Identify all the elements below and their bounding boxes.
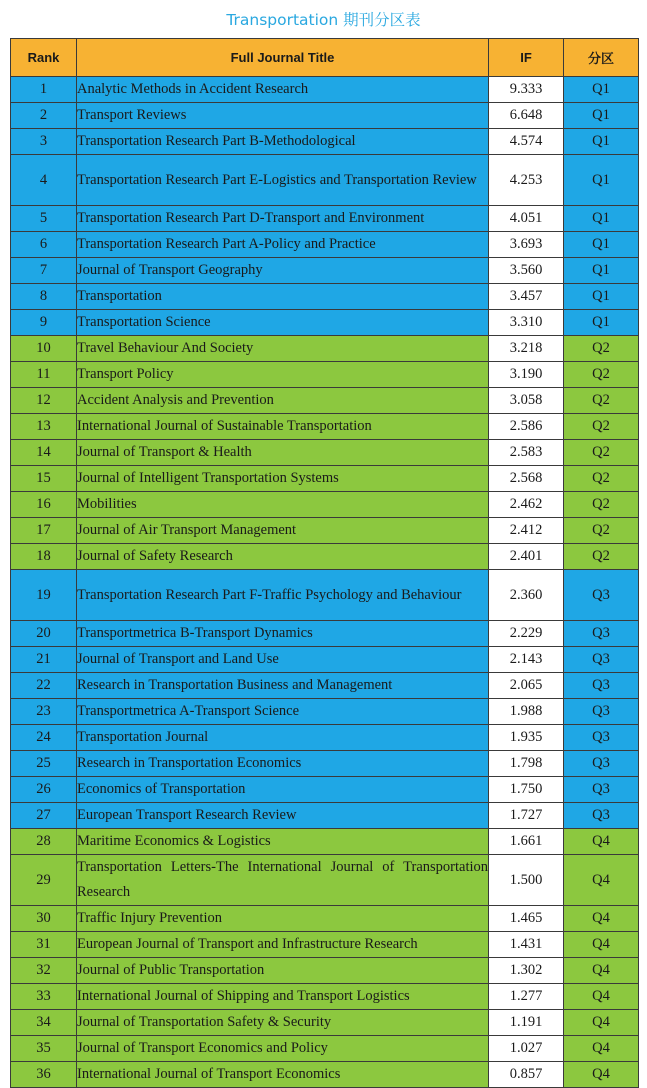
quartile-cell: Q3 bbox=[564, 621, 639, 647]
rank-cell: 27 bbox=[11, 803, 77, 829]
journal-title-cell: Journal of Transport & Health bbox=[77, 440, 489, 466]
journal-title-cell: International Journal of Transport Economics bbox=[77, 1062, 489, 1088]
table-row bbox=[11, 855, 639, 906]
table-row bbox=[11, 751, 639, 777]
quartile-cell: Q4 bbox=[564, 1010, 639, 1036]
table-row bbox=[11, 440, 639, 466]
rank-cell: 16 bbox=[11, 492, 77, 518]
quartile-cell: Q3 bbox=[564, 699, 639, 725]
journal-title-cell: International Journal of Sustainable Transportation bbox=[77, 414, 489, 440]
journal-title-cell: European Transport Research Review bbox=[77, 803, 489, 829]
rank-cell: 30 bbox=[11, 906, 77, 932]
impact-factor-cell: 1.027 bbox=[489, 1036, 564, 1062]
quartile-cell: Q3 bbox=[564, 803, 639, 829]
impact-factor-cell: 4.574 bbox=[489, 129, 564, 155]
journal-title-cell: Journal of Transportation Safety & Security bbox=[77, 1010, 489, 1036]
journal-title-cell: Transportation Journal bbox=[77, 725, 489, 751]
rank-cell: 34 bbox=[11, 1010, 77, 1036]
impact-factor-cell: 1.277 bbox=[489, 984, 564, 1010]
quartile-cell: Q3 bbox=[564, 647, 639, 673]
impact-factor-cell: 1.988 bbox=[489, 699, 564, 725]
quartile-cell: Q1 bbox=[564, 129, 639, 155]
table-row bbox=[11, 310, 639, 336]
quartile-cell: Q4 bbox=[564, 906, 639, 932]
quartile-cell: Q3 bbox=[564, 673, 639, 699]
quartile-cell: Q4 bbox=[564, 932, 639, 958]
table-row bbox=[11, 725, 639, 751]
rank-cell: 14 bbox=[11, 440, 77, 466]
impact-factor-cell: 2.412 bbox=[489, 518, 564, 544]
impact-factor-cell: 1.302 bbox=[489, 958, 564, 984]
rank-cell: 26 bbox=[11, 777, 77, 803]
quartile-cell: Q2 bbox=[564, 414, 639, 440]
column-header-quartile[interactable]: 分区 bbox=[564, 39, 639, 77]
table-row bbox=[11, 129, 639, 155]
quartile-cell: Q4 bbox=[564, 855, 639, 906]
quartile-cell: Q2 bbox=[564, 388, 639, 414]
quartile-cell: Q4 bbox=[564, 1036, 639, 1062]
journal-title-cell: Transportation Research Part A-Policy and Practice bbox=[77, 232, 489, 258]
journal-title-cell: Transportmetrica A-Transport Science bbox=[77, 699, 489, 725]
rank-cell: 8 bbox=[11, 284, 77, 310]
table-row bbox=[11, 388, 639, 414]
quartile-cell: Q2 bbox=[564, 544, 639, 570]
table-row bbox=[11, 1036, 639, 1062]
rank-cell: 5 bbox=[11, 206, 77, 232]
journal-title-cell: Mobilities bbox=[77, 492, 489, 518]
quartile-cell: Q3 bbox=[564, 570, 639, 621]
journal-title-cell: Journal of Intelligent Transportation Systems bbox=[77, 466, 489, 492]
quartile-cell: Q1 bbox=[564, 310, 639, 336]
journal-title-cell: Research in Transportation Economics bbox=[77, 751, 489, 777]
rank-cell: 10 bbox=[11, 336, 77, 362]
table-row bbox=[11, 1062, 639, 1088]
table-row bbox=[11, 699, 639, 725]
table-row bbox=[11, 906, 639, 932]
table-row bbox=[11, 155, 639, 206]
impact-factor-cell: 1.935 bbox=[489, 725, 564, 751]
page-title: Transportation 期刊分区表 bbox=[226, 11, 421, 29]
impact-factor-cell: 4.051 bbox=[489, 206, 564, 232]
rank-cell: 18 bbox=[11, 544, 77, 570]
impact-factor-cell: 3.310 bbox=[489, 310, 564, 336]
journal-title-cell: Transportmetrica B-Transport Dynamics bbox=[77, 621, 489, 647]
rank-cell: 20 bbox=[11, 621, 77, 647]
table-row bbox=[11, 673, 639, 699]
table-row bbox=[11, 829, 639, 855]
journal-title-cell: Transportation Letters-The International Journal of Transportation Research bbox=[77, 855, 489, 906]
impact-factor-cell: 3.190 bbox=[489, 362, 564, 388]
rank-cell: 7 bbox=[11, 258, 77, 284]
journal-title-cell: Journal of Transport and Land Use bbox=[77, 647, 489, 673]
table-row bbox=[11, 803, 639, 829]
impact-factor-cell: 1.500 bbox=[489, 855, 564, 906]
quartile-cell: Q3 bbox=[564, 725, 639, 751]
journal-title-cell: Transportation Research Part B-Methodological bbox=[77, 129, 489, 155]
journal-title-cell: European Journal of Transport and Infrastructure Research bbox=[77, 932, 489, 958]
rank-cell: 35 bbox=[11, 1036, 77, 1062]
table-row bbox=[11, 492, 639, 518]
table-row bbox=[11, 466, 639, 492]
rank-cell: 23 bbox=[11, 699, 77, 725]
column-header-title[interactable]: Full Journal Title bbox=[77, 39, 489, 77]
rank-cell: 24 bbox=[11, 725, 77, 751]
impact-factor-cell: 2.586 bbox=[489, 414, 564, 440]
journal-title-cell: Transportation Science bbox=[77, 310, 489, 336]
quartile-cell: Q2 bbox=[564, 466, 639, 492]
rank-cell: 29 bbox=[11, 855, 77, 906]
impact-factor-cell: 2.065 bbox=[489, 673, 564, 699]
quartile-cell: Q1 bbox=[564, 206, 639, 232]
impact-factor-cell: 2.360 bbox=[489, 570, 564, 621]
rank-cell: 31 bbox=[11, 932, 77, 958]
rank-cell: 15 bbox=[11, 466, 77, 492]
rank-cell: 6 bbox=[11, 232, 77, 258]
table-row bbox=[11, 984, 639, 1010]
impact-factor-cell: 2.583 bbox=[489, 440, 564, 466]
rank-cell: 1 bbox=[11, 77, 77, 103]
table-row bbox=[11, 336, 639, 362]
table-row bbox=[11, 958, 639, 984]
impact-factor-cell: 1.798 bbox=[489, 751, 564, 777]
table-header-row bbox=[11, 39, 639, 77]
table-row bbox=[11, 932, 639, 958]
quartile-cell: Q2 bbox=[564, 518, 639, 544]
impact-factor-cell: 2.401 bbox=[489, 544, 564, 570]
table-row bbox=[11, 1010, 639, 1036]
quartile-cell: Q4 bbox=[564, 984, 639, 1010]
column-header-rank[interactable]: Rank bbox=[11, 39, 77, 77]
journal-title-cell: Transportation Research Part D-Transport and Environment bbox=[77, 206, 489, 232]
quartile-cell: Q1 bbox=[564, 284, 639, 310]
journal-title-cell: Transportation Research Part E-Logistics and Transportation Review bbox=[77, 155, 489, 206]
journal-title-cell: Transport Policy bbox=[77, 362, 489, 388]
quartile-cell: Q2 bbox=[564, 492, 639, 518]
impact-factor-cell: 2.229 bbox=[489, 621, 564, 647]
journal-title-cell: Economics of Transportation bbox=[77, 777, 489, 803]
rank-cell: 33 bbox=[11, 984, 77, 1010]
table-row bbox=[11, 258, 639, 284]
journal-title-cell: Journal of Transport Geography bbox=[77, 258, 489, 284]
table-row bbox=[11, 544, 639, 570]
table-row bbox=[11, 621, 639, 647]
rank-cell: 32 bbox=[11, 958, 77, 984]
impact-factor-cell: 2.462 bbox=[489, 492, 564, 518]
impact-factor-cell: 1.727 bbox=[489, 803, 564, 829]
rank-cell: 11 bbox=[11, 362, 77, 388]
journal-title-cell: Transportation Research Part F-Traffic Psychology and Behaviour bbox=[77, 570, 489, 621]
impact-factor-cell: 3.457 bbox=[489, 284, 564, 310]
table-row bbox=[11, 414, 639, 440]
journal-title-cell: Traffic Injury Prevention bbox=[77, 906, 489, 932]
quartile-cell: Q4 bbox=[564, 1062, 639, 1088]
journal-title-cell: Journal of Safety Research bbox=[77, 544, 489, 570]
quartile-cell: Q3 bbox=[564, 751, 639, 777]
quartile-cell: Q4 bbox=[564, 829, 639, 855]
journal-title-cell: Accident Analysis and Prevention bbox=[77, 388, 489, 414]
quartile-cell: Q1 bbox=[564, 258, 639, 284]
impact-factor-cell: 0.857 bbox=[489, 1062, 564, 1088]
quartile-cell: Q4 bbox=[564, 958, 639, 984]
journal-title-cell: Journal of Air Transport Management bbox=[77, 518, 489, 544]
rank-cell: 3 bbox=[11, 129, 77, 155]
impact-factor-cell: 2.143 bbox=[489, 647, 564, 673]
quartile-cell: Q2 bbox=[564, 362, 639, 388]
table-row bbox=[11, 232, 639, 258]
impact-factor-cell: 1.431 bbox=[489, 932, 564, 958]
rank-cell: 19 bbox=[11, 570, 77, 621]
quartile-cell: Q1 bbox=[564, 232, 639, 258]
table-row bbox=[11, 77, 639, 103]
rank-cell: 28 bbox=[11, 829, 77, 855]
journal-title-cell: Maritime Economics & Logistics bbox=[77, 829, 489, 855]
impact-factor-cell: 1.750 bbox=[489, 777, 564, 803]
table-row bbox=[11, 103, 639, 129]
journal-title-cell: International Journal of Shipping and Transport Logistics bbox=[77, 984, 489, 1010]
impact-factor-cell: 3.560 bbox=[489, 258, 564, 284]
journal-title-cell: Transportation bbox=[77, 284, 489, 310]
rank-cell: 2 bbox=[11, 103, 77, 129]
impact-factor-cell: 2.568 bbox=[489, 466, 564, 492]
impact-factor-cell: 3.693 bbox=[489, 232, 564, 258]
rank-cell: 9 bbox=[11, 310, 77, 336]
impact-factor-cell: 3.218 bbox=[489, 336, 564, 362]
table-row bbox=[11, 518, 639, 544]
quartile-cell: Q1 bbox=[564, 77, 639, 103]
journal-title-cell: Research in Transportation Business and Management bbox=[77, 673, 489, 699]
table-row bbox=[11, 647, 639, 673]
quartile-cell: Q1 bbox=[564, 155, 639, 206]
journal-title-cell: Transport Reviews bbox=[77, 103, 489, 129]
table-row bbox=[11, 777, 639, 803]
impact-factor-cell: 9.333 bbox=[489, 77, 564, 103]
quartile-cell: Q2 bbox=[564, 440, 639, 466]
rank-cell: 13 bbox=[11, 414, 77, 440]
table-body bbox=[11, 77, 639, 1088]
quartile-cell: Q2 bbox=[564, 336, 639, 362]
impact-factor-cell: 6.648 bbox=[489, 103, 564, 129]
rank-cell: 17 bbox=[11, 518, 77, 544]
quartile-cell: Q3 bbox=[564, 777, 639, 803]
rank-cell: 25 bbox=[11, 751, 77, 777]
journal-table bbox=[10, 38, 639, 1088]
table-row bbox=[11, 362, 639, 388]
impact-factor-cell: 4.253 bbox=[489, 155, 564, 206]
impact-factor-cell: 1.191 bbox=[489, 1010, 564, 1036]
impact-factor-cell: 3.058 bbox=[489, 388, 564, 414]
quartile-cell: Q1 bbox=[564, 103, 639, 129]
rank-cell: 36 bbox=[11, 1062, 77, 1088]
impact-factor-cell: 1.661 bbox=[489, 829, 564, 855]
table-row bbox=[11, 570, 639, 621]
rank-cell: 21 bbox=[11, 647, 77, 673]
journal-title-cell: Journal of Transport Economics and Policy bbox=[77, 1036, 489, 1062]
journal-title-cell: Journal of Public Transportation bbox=[77, 958, 489, 984]
rank-cell: 12 bbox=[11, 388, 77, 414]
journal-title-cell: Analytic Methods in Accident Research bbox=[77, 77, 489, 103]
rank-cell: 22 bbox=[11, 673, 77, 699]
column-header-if[interactable]: IF bbox=[489, 39, 564, 77]
table-row bbox=[11, 206, 639, 232]
journal-title-cell: Travel Behaviour And Society bbox=[77, 336, 489, 362]
rank-cell: 4 bbox=[11, 155, 77, 206]
table-row bbox=[11, 284, 639, 310]
impact-factor-cell: 1.465 bbox=[489, 906, 564, 932]
